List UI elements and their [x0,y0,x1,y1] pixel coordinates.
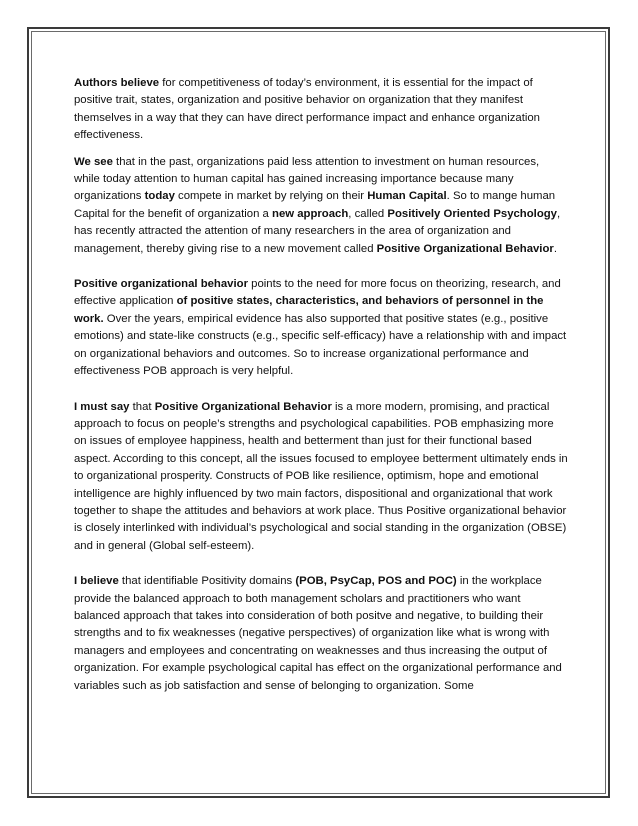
bold-phrase: today [144,190,175,203]
text-run: is a more modern, promising, and practical approach to focus on people’s strengths and psychological capabilities. POB emphasizing more on issues of employee happiness, health and betterment than just for their functional based aspect. According to this concept, all the issues focused to employee betterment ultimately ends in to organizational prosperity. Constructs of POB like resilience, optimism, hope and emotional intelligence are highly influenced by two main factors, dispositional and organizational that work together to shape the attitudes and behaviors at work place. Thus Positive organizational behavior is closely interlinked with individual’s psychological and social standing in the organization (OBSE) and in general (Global self-esteem). [74,400,568,552]
paragraph-authors-believe [74,75,568,145]
bold-phrase: new approach [272,207,349,220]
paragraph-i-believe [74,573,568,695]
text-run: that identifiable Positivity domains [118,575,296,588]
paragraph-i-must-say [74,399,568,556]
text-run: points to the need for more focus on theorizing, research, and effective application [74,278,561,308]
paragraph-pob-definition [74,276,568,380]
bold-phrase: Positively Oriented Psychology [387,207,557,220]
text-run: . [553,242,557,255]
text-run: Over the years, empirical evidence has also supported that positive states (e.g., positive emotions) and state-like constructs (e.g., specific self-efficacy) have a relationship with and impact on organizational behaviors and outcomes. So to increase organizational performance and effectiveness POB approach is very helpful. [74,312,567,378]
text-run: , has recently attracted the attention of many researchers in the area of organization and management, thereby giving rise to a new movement called [74,207,561,255]
text-run: . So to mange human Capital for the benefit of organization a [74,190,556,220]
bold-phrase: I must say [74,400,130,413]
paragraph-we-see [74,154,568,258]
bold-phrase: Human Capital [367,190,447,203]
bold-phrase: Positive Organizational Behavior [154,400,332,413]
text-run: that [129,400,155,413]
document-body [74,75,568,704]
bold-phrase: Positive Organizational Behavior [376,242,554,255]
text-run: in the workplace provide the balanced approach to both management scholars and practitioners who want balanced approach that takes into consideration of both positve and negative, to building their strengths and to fix weaknesses (negative perspectives) of organization like what is wrong with managers and employees and concentrating on weaknesses and thus increasing the output of organization. For example psychological capital has effect on the organizational performance and variables such as job satisfaction and sense of belonging to organization. Some [74,575,562,692]
text-run: compete in market by relying on their [174,190,368,203]
bold-phrase: (POB, PsyCap, POS and POC) [295,575,457,588]
text-run: for competitiveness of today’s environment, it is essential for the impact of positive trait, states, organization and positive behavior on organization that they manifest themselves in a way that they can have direct performance impact and enhance organization effectiveness. [74,77,540,142]
text-run: , called [348,207,388,220]
bold-phrase: I believe [74,575,119,588]
text-run: that in the past, organizations paid less attention to investment on human resources, while today attention to human capital has gained increasing importance because many organizations [74,155,540,203]
bold-phrase: Positive organizational behavior [74,278,248,291]
bold-phrase: We see [74,155,113,168]
bold-phrase: of positive states, characteristics, and behaviors of personnel in the work. [74,295,544,325]
bold-phrase: Authors believe [74,77,160,89]
